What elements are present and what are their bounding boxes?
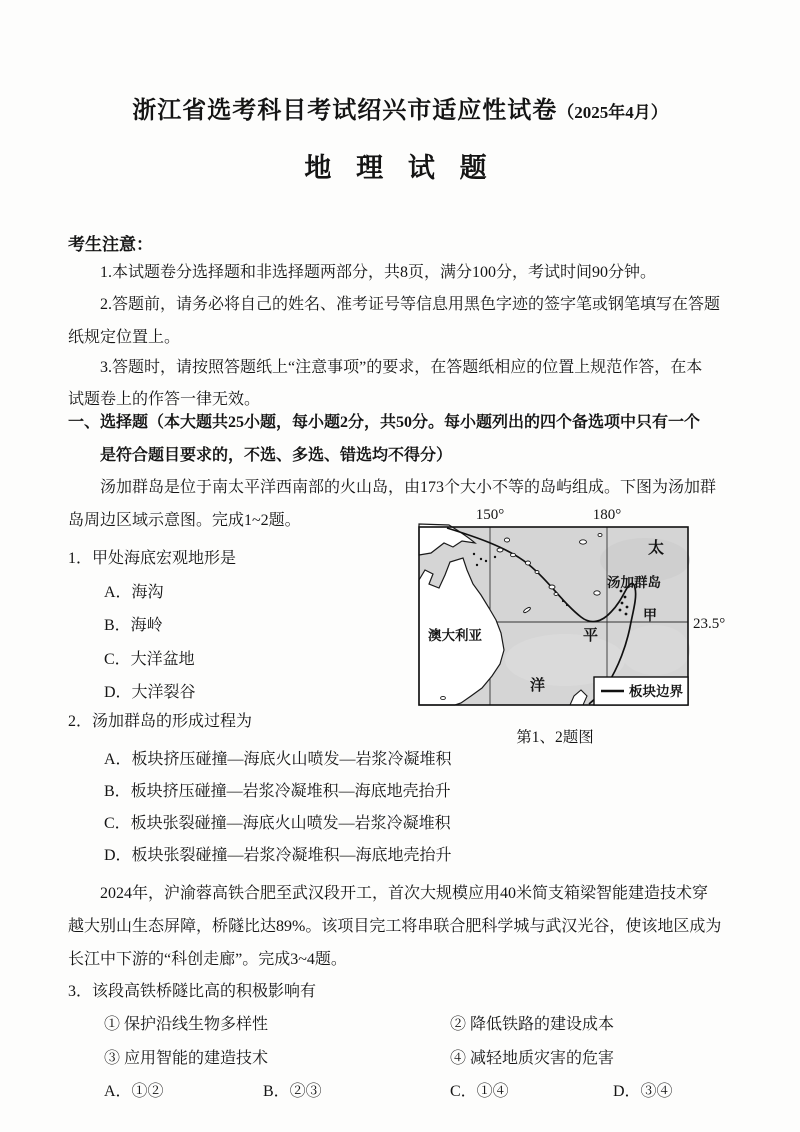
passage-2-line-1: 2024年，沪渝蓉高铁合肥至武汉段开工，首次大规模应用40米简支箱梁智能建造技术穿 [100,885,709,902]
question-3-statement-2: ② 降低铁路的建设成本 [450,1016,615,1033]
question-1-option-a: A．海沟 [104,584,164,601]
question-1-option-b: B．海岭 [104,617,163,634]
passage-2-line-2: 越大别山生态屏障，桥隧比达89%。该项目完工将串联合肥科学城与武汉光谷，使该地区成为 [68,918,722,935]
tonga-region-map [415,500,745,712]
pacific-label-ping: 平 [583,628,599,644]
question-3-stem: 3．该段高铁桥隧比高的积极影响有 [68,983,317,1000]
question-2-option-d: D．板块张裂碰撞—岩浆冷凝堆积—海底地壳抬升 [104,847,452,864]
question-3-option-c: C．①④ [450,1083,509,1100]
islet [497,548,503,552]
map-lon-180-label: 180° [592,507,622,523]
subject-title: 地 理 试 题 [304,153,496,183]
pacific-label-tai: 太 [648,540,665,557]
section-1-heading-line-2: 是符合题目要求的，不选、多选、错选均不得分） [100,447,453,464]
question-3-option-d: D．③④ [613,1083,673,1100]
map-legend-label: 板块边界 [629,684,683,699]
notice-item-1: 1.本试题卷分选择题和非选择题两部分，共8页，满分100分，考试时间90分钟。 [100,264,657,281]
islet [549,585,555,589]
islet [554,593,558,596]
question-2-option-c: C．板块张裂碰撞—海底火山喷发—岩浆冷凝堆积 [104,815,451,832]
notice-item-2-line-2: 纸规定位置上。 [68,329,181,346]
notice-item-3-line-1: 3.答题时，请按照答题纸上“注意事项”的要求，在答题纸相应的位置上规范作答，在本 [100,359,703,376]
question-3-statement-1: ① 保护沿线生物多样性 [104,1016,269,1033]
australia-label: 澳大利亚 [428,628,482,643]
passage-1-line-2: 岛周边区域示意图。完成1~2题。 [68,512,301,529]
question-2-option-a: A．板块挤压碰撞—海底火山喷发—岩浆冷凝堆积 [104,751,452,768]
islet [504,538,509,542]
passage-2-line-3: 长江中下游的“科创走廊”。完成3~4题。 [68,951,347,968]
question-3-statement-3: ③ 应用智能的建造技术 [104,1050,269,1067]
exam-title-date: （2025年4月） [557,103,668,122]
tonga-islands-label: 汤加群岛 [607,575,661,590]
small-island-south [441,696,446,699]
point-jia-label: 甲 [643,609,657,624]
notice-heading: 考生注意： [68,235,153,254]
islet [535,571,539,574]
question-2-stem: 2．汤加群岛的形成过程为 [68,713,253,730]
question-3-statement-4: ④ 减轻地质灾害的危害 [450,1050,615,1067]
pacific-label-yang: 洋 [530,678,546,694]
passage-1-line-1: 汤加群岛是位于南太平洋西南部的火山岛，由173个大小不等的岛屿组成。下图为汤加群 [100,479,717,496]
ocean-shading-patch-3 [620,625,690,675]
section-1-heading-line-1: 一、选择题（本大题共25小题，每小题2分，共50分。每小题列出的四个备选项中只有一个 [68,414,701,431]
notice-item-3-line-2: 试题卷上的作答一律无效。 [68,391,261,408]
exam-title [0,90,800,125]
exam-title-main: 浙江省选考科目考试绍兴市适应性试卷 [132,98,558,124]
figure-caption: 第1、2题图 [516,729,594,746]
question-2-option-b: B．板块挤压碰撞—岩浆冷凝堆积—海底地壳抬升 [104,783,451,800]
map-lon-150-label: 150° [475,507,505,523]
question-1-option-d: D．大洋裂谷 [104,684,196,701]
islet [526,561,531,565]
islet [511,553,516,556]
notice-item-2-line-1: 2.答题前，请务必将自己的姓名、准考证号等信息用黑色字迹的签字笔或钢笔填写在答题 [100,296,721,313]
question-1-stem: 1．甲处海底宏观地形是 [68,550,237,567]
islet [594,591,600,595]
map-lat-23-5-label: 23.5° [693,616,726,632]
question-3-option-b: B．②③ [263,1083,322,1100]
islet [580,540,587,544]
islet [598,533,602,536]
question-3-option-a: A．①② [104,1083,164,1100]
question-1-option-c: C．大洋盆地 [104,651,195,668]
